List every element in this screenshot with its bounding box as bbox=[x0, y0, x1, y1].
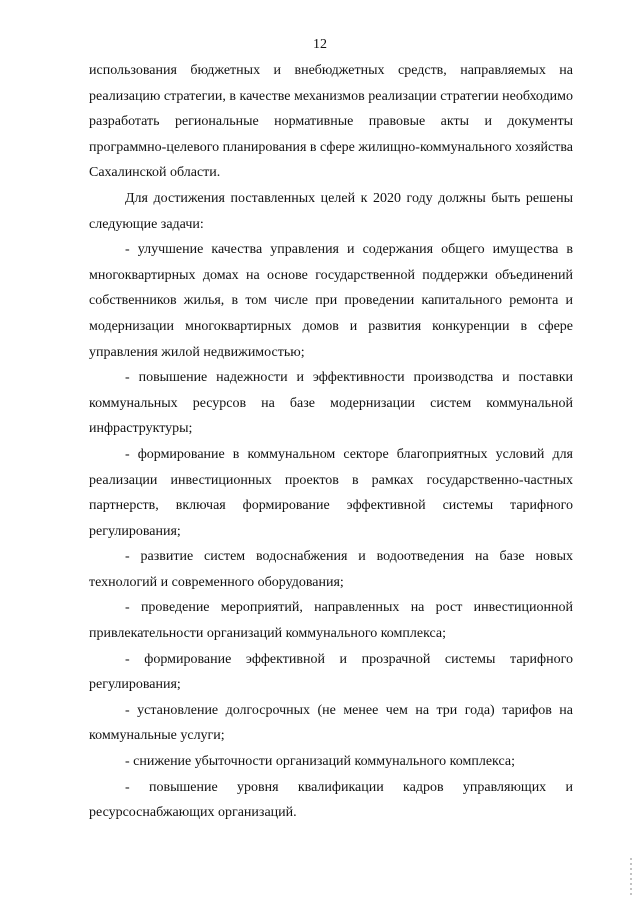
list-item: - повышение надежности и эффективности производства и поставки коммунальных ресурсов на базе модернизации систем коммунальной инфраструктуры; bbox=[89, 370, 573, 437]
list-item: - развитие систем водоснабжения и водоотведения на базе новых технологий и современного оборудования; bbox=[89, 549, 573, 590]
list-item: - формирование в коммунальном секторе благоприятных условий для реализации инвестиционных проектов в рамках государственно-частных партнерств, включая формирование эффективной системы тарифного регулирования; bbox=[89, 446, 573, 539]
list-item: - установление долгосрочных (не менее чем на три года) тарифов на коммунальные услуги; bbox=[89, 702, 573, 744]
paragraph-tasks-intro: Для достижения поставленных целей к 2020 году должны быть решены следующие задачи: bbox=[89, 190, 573, 232]
list-item: - проведение мероприятий, направленных на рост инвестиционной привлекательности организаций коммунального комплекса; bbox=[89, 600, 573, 642]
page-number: 12 bbox=[313, 37, 327, 52]
list-item: - повышение уровня квалификации кадров управляющих и ресурсоснабжающих организаций. bbox=[89, 779, 573, 821]
scan-edge-mark bbox=[630, 858, 632, 898]
list-item: - формирование эффективной и прозрачной системы тарифного регулирования; bbox=[89, 651, 573, 693]
paragraph-funding-mechanisms: использования бюджетных и внебюджетных средств, направляемых на реализацию стратегии, в качестве механизмов реализации стратегии необходимо разработать региональные нормативные правовые акты и документы программно-целевого планирования в сфере жилищно-коммунального хозяйства Сахалинской области. bbox=[89, 63, 573, 181]
list-item: - улучшение качества управления и содержания общего имущества в многоквартирных домах на основе государственной поддержки объединений собственников жилья, в том числе при проведении капитального ремонта и модернизации многоквартирных домов и развития конкуренции в сфере управления жилой недвижимостью; bbox=[89, 242, 573, 360]
document-body bbox=[89, 58, 573, 826]
list-item: - снижение убыточности организаций коммунального комплекса; bbox=[125, 754, 515, 770]
